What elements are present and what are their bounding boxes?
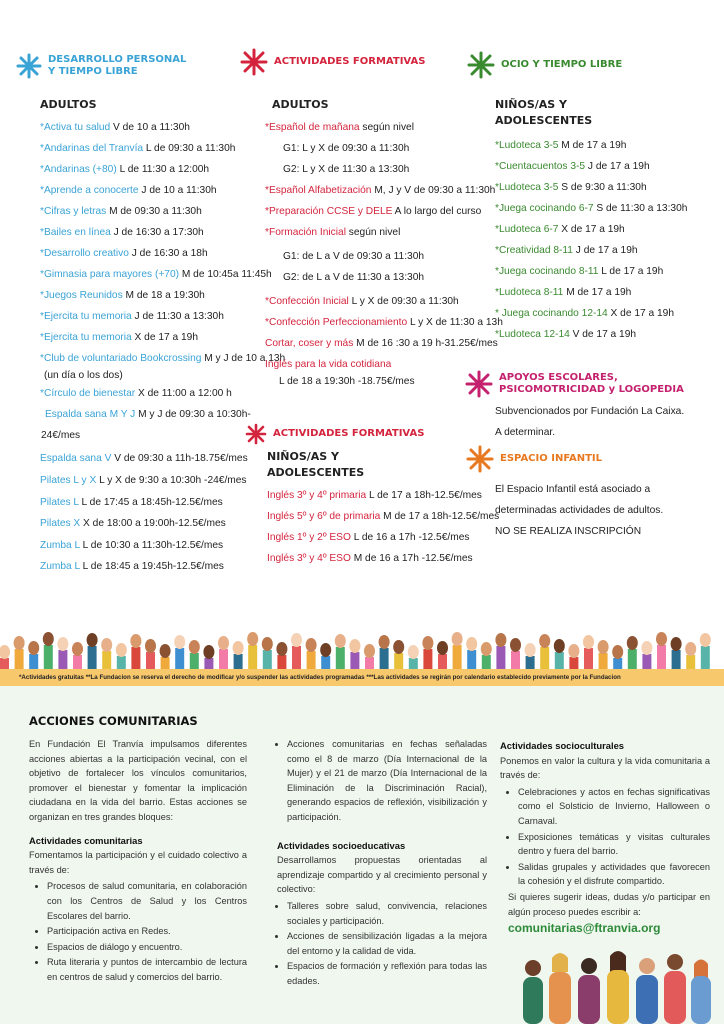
header-line-1: APOYOS ESCOLARES, — [499, 372, 618, 383]
header-text: ACTIVIDADES FORMATIVAS — [273, 428, 425, 439]
infantil-note: NO SE REALIZA INSCRIPCIÓN — [495, 526, 642, 537]
activity-name: *Andarinas (+80) — [40, 164, 117, 175]
activity-detail: J de 17 a 19h — [572, 245, 638, 256]
activity-name: *Ejercita tu memoria — [40, 311, 132, 322]
activity-detail: L de 17 a 19h — [598, 266, 664, 277]
activity-detail: V de 17 a 19h — [569, 329, 637, 340]
audience-label: ADULTOS — [272, 98, 329, 111]
activity-name: Pilates X — [40, 518, 81, 529]
header-line-1: DESARROLLO PERSONAL — [48, 54, 187, 65]
hand-icon — [14, 636, 25, 670]
hand-icon — [700, 633, 711, 670]
activity-row — [265, 180, 496, 201]
activity-name: *Creatividad 8-11 — [495, 245, 573, 256]
list-item: • Participación activa en Redes. — [47, 924, 247, 939]
activity-detail: M de 17 a 18h-12.5€/mes — [380, 511, 500, 522]
activity-detail: L de 18:45 a 19:45h-12.5€/mes — [79, 561, 224, 572]
activity-detail: J de 16:30 a 17:30h — [110, 227, 204, 238]
hand-icon — [218, 636, 229, 670]
activity-row — [40, 201, 250, 222]
section-header-formativas — [240, 48, 425, 76]
activity-name: *Ludoteca 3-5 — [495, 140, 559, 151]
hand-icon — [627, 636, 638, 670]
activity-row — [40, 159, 250, 180]
activity-price: 24€/mes — [41, 430, 81, 441]
activity-name: *Andarinas del Tranvía — [40, 143, 144, 154]
activity-row — [495, 198, 710, 219]
activity-row — [40, 138, 250, 159]
activity-row — [495, 177, 710, 198]
activity-row — [40, 535, 250, 557]
contact-email[interactable] — [500, 921, 710, 937]
hand-icon — [685, 642, 696, 670]
activity-detail: L de 11:30 a 12:00h — [116, 164, 210, 175]
hand-icon — [28, 641, 39, 670]
magenta-star-icon — [465, 370, 493, 398]
hand-icon — [525, 643, 536, 670]
people-group-illustration — [515, 950, 715, 1024]
activity-row — [267, 485, 487, 506]
activity-detail: M de 17 a 19h — [558, 140, 627, 151]
hand-icon — [495, 633, 506, 670]
red-star-icon — [240, 48, 268, 76]
activity-detail: M, J y V de 09:30 a 11:30h — [371, 185, 496, 196]
activity-row — [265, 333, 498, 354]
activity-name: *Aprende a conocerte — [40, 185, 139, 196]
comunitarias-list — [29, 879, 247, 984]
acciones-intro: En Fundación El Tranvía impulsamos diferentes acciones abiertas a la participación vecinal, con el objetivo de fortalecer los vínculos comunitarios, promover el bienestar y fomentar la implicación ciudadana en la vida del barrio. Estas acciones se organizan en tres grandes bloques: — [29, 739, 247, 822]
activity-name: * Juega cocinando 12-14 — [495, 308, 608, 319]
activity-name: *Cifras y letras — [40, 206, 107, 217]
activity-row — [495, 282, 710, 303]
raised-hands-illustration — [0, 622, 724, 670]
activity-name: Pilates L y X — [40, 475, 97, 486]
hand-icon — [160, 644, 171, 670]
activity-detail: según nivel — [359, 122, 414, 133]
blue-star-icon — [16, 53, 42, 79]
header-line-2: Y TIEMPO LIBRE — [48, 66, 138, 77]
activity-name: *Cuentacuentos 3-5 — [495, 161, 586, 172]
activity-name: *Español de mañana — [265, 122, 360, 133]
hand-icon — [262, 637, 273, 670]
activity-detail: X de 17 a 19h — [558, 224, 625, 235]
activity-detail: M y J de 09:30 a 10:30h- — [135, 409, 251, 420]
activity-name: *Confección Perfeccionamiento — [265, 317, 408, 328]
activity-name: *Ludoteca 3-5 — [495, 182, 559, 193]
activity-row — [495, 135, 710, 156]
activity-row — [267, 548, 487, 569]
list-item: • Salidas grupales y actividades que favorecen la cohesión y el disfrute compartido. — [518, 860, 710, 889]
hand-icon — [422, 636, 433, 670]
hand-icon — [335, 634, 346, 670]
section-header-desarrollo — [16, 53, 186, 79]
activity-row — [40, 327, 250, 348]
activity-name: Inglés 3º y 4º primaria — [267, 490, 367, 501]
audience-label-line-2: ADOLESCENTES — [267, 466, 365, 479]
section-header-apoyos — [465, 370, 684, 398]
ocio-column — [495, 97, 710, 345]
hand-icon — [306, 638, 317, 670]
acciones-column-2 — [269, 737, 487, 990]
list-item: • Celebraciones y actos en fechas significativas como el Solsticio de Invierno, Halloween o Carnaval. — [518, 785, 710, 829]
activity-detail: M de 10:45a 11:45h — [179, 269, 272, 280]
activity-row — [495, 303, 710, 324]
acciones-column-1 — [29, 737, 247, 986]
activity-detail: L y X de 11:30 a 13h — [407, 317, 503, 328]
activity-detail: L y X de 9:30 a 10:30h -24€/mes — [96, 475, 247, 486]
activity-name: *Gimnasia para mayores (+70) — [40, 269, 180, 280]
comunitarias-text: Fomentamos la participación y el cuidado colectivo a través de: — [29, 850, 247, 875]
hand-icon — [116, 643, 127, 670]
activity-name: *Club de voluntariado Bookcrossing — [40, 353, 202, 364]
activity-detail: J de 11:30 a 13:30h — [131, 311, 224, 322]
red-star-icon — [245, 423, 267, 445]
hand-icon — [101, 638, 112, 670]
hand-icon — [554, 639, 565, 670]
list-item: • Acciones de sensibilización ligadas a la mejora del entorno y la calidad de vida. — [287, 929, 487, 958]
activity-name: Inglés para la vida cotidiana — [265, 359, 392, 370]
activity-row — [40, 348, 286, 369]
list-item: • Ruta literaria y puntos de intercambio de lectura en centros de salud y comercios del barrio. — [47, 955, 247, 984]
audience-label: ADULTOS — [40, 98, 97, 111]
activity-detail: L de 10:30 a 11:30h-12.5€/mes — [79, 539, 224, 551]
hand-icon — [568, 644, 579, 670]
activity-detail-row: L de 18 a 19:30h -18.75€/mes — [279, 376, 415, 387]
socioculturales-list — [500, 785, 710, 889]
hand-icon — [0, 645, 10, 670]
header-line-2: PSICOMOTRICIDAD y LOGOPEDIA — [499, 384, 684, 395]
activity-name: *Preparación CCSE y DELE — [265, 206, 393, 217]
activity-name: *Círculo de bienestar — [40, 388, 136, 399]
activity-row — [40, 243, 250, 264]
list-item: • Espacios de diálogo y encuentro. — [47, 940, 247, 955]
group-row: G2: de L a V de 11:30 a 13:30h — [283, 272, 425, 283]
list-item: • Talleres sobre salud, convivencia, relaciones sociales y participación. — [287, 899, 487, 928]
hand-icon — [320, 643, 331, 670]
infantil-text: El Espacio Infantil está asociado a determinadas actividades de adultos. — [495, 484, 664, 516]
section-header-infantil — [466, 445, 602, 473]
activity-row — [265, 354, 485, 375]
activity-row — [40, 264, 272, 285]
audience-label-line-1: NIÑOS/AS Y — [267, 450, 340, 463]
hand-icon — [364, 644, 375, 670]
socioeducativas-title: Actividades socioeducativas — [277, 839, 406, 851]
socioeducativas-list — [269, 899, 487, 989]
activity-row — [40, 306, 250, 327]
activity-row — [40, 556, 250, 578]
list-item: • Espacios de formación y reflexión para todas las edades. — [287, 959, 487, 988]
activity-name: *Activa tu salud — [40, 122, 111, 133]
activity-detail: L de 16 a 17h -12.5€/mes — [350, 532, 470, 543]
infantil-text-block — [495, 479, 695, 542]
hand-icon — [130, 634, 141, 670]
activity-name: Pilates L — [40, 496, 79, 508]
activity-name: Inglés 3º y 4º ESO — [267, 553, 351, 564]
hand-icon — [349, 639, 360, 670]
email-link[interactable]: comunitarias@ftranvia.org — [508, 921, 661, 936]
header-text: ESPACIO INFANTIL — [500, 453, 603, 464]
activity-name: Cortar, coser y más — [265, 338, 354, 349]
hand-icon — [291, 633, 302, 670]
hand-icon — [203, 645, 214, 670]
apoyos-text: Subvencionados por Fundación La Caixa. A determinar. — [495, 406, 685, 438]
hand-icon — [481, 642, 492, 670]
list-item: • Exposiciones temáticas y visitas culturales dentro y fuera del barrio. — [518, 830, 710, 859]
activity-detail: J de 16:30 a 18h — [128, 248, 208, 259]
notice-bar: *Actividades gratuitas **La Fundacion se reserva el derecho de modificar y/o suspender las actividades programadas ***Las actividades se regirán por calendario establecido previamente por la Fundacion — [0, 669, 724, 686]
list-item: • Procesos de salud comunitaria, en colaboración con los Centros de Salud y los Centros Escolares del barrio. — [47, 879, 247, 923]
activity-row — [40, 117, 250, 138]
activity-name: *Desarrollo creativo — [40, 248, 129, 259]
activity-detail: X de 17 a 19h — [607, 308, 674, 319]
header-text: OCIO Y TIEMPO LIBRE — [501, 59, 623, 70]
activity-name: Espalda sana V — [40, 453, 112, 464]
activity-row — [40, 285, 250, 306]
hand-icon — [145, 639, 156, 670]
activity-name: Zumba L — [40, 539, 80, 551]
comunitarias-title: Actividades comunitarias — [29, 834, 143, 846]
hand-icon — [233, 641, 244, 670]
activity-detail: L y X de 09:30 a 11:30h — [348, 296, 459, 307]
section-header-formativas-kids — [245, 423, 424, 445]
activity-name: *Bailes en línea — [40, 227, 111, 238]
activity-row — [267, 506, 500, 527]
activity-row — [495, 240, 710, 261]
activity-row — [495, 219, 710, 240]
hand-icon — [671, 637, 682, 670]
activity-row — [495, 324, 710, 345]
hand-icon — [189, 640, 200, 670]
activity-row — [45, 404, 250, 425]
activity-name: *Formación Inicial — [265, 227, 346, 238]
hand-icon — [437, 641, 448, 670]
activity-detail: V de 10 a 11:30h — [110, 122, 190, 133]
activity-row — [40, 180, 250, 201]
hand-icon — [612, 645, 623, 670]
activity-detail: L de 09:30 a 11:30h — [143, 143, 236, 154]
hand-icon — [393, 640, 404, 670]
activity-detail: L de 17 a 18h-12.5€/mes — [366, 490, 482, 501]
hand-icon — [452, 632, 463, 670]
activity-detail: X de 11:00 a 12:00 h — [135, 388, 232, 399]
socioculturales-text: Ponemos en valor la cultura y la vida comunitaria a través de: — [500, 755, 710, 781]
activity-name: *Juega cocinando 6-7 — [495, 203, 594, 214]
activity-name: *Juega cocinando 8-11 — [495, 266, 599, 277]
hand-icon — [174, 635, 185, 670]
activity-detail: M de 16 a 17h -12.5€/mes — [350, 553, 473, 564]
activity-row — [265, 312, 503, 333]
hand-icon — [656, 632, 667, 670]
formativas-kids-column — [267, 449, 500, 569]
activity-detail: M de 17 a 19h — [563, 287, 632, 298]
orange-star-icon — [466, 445, 494, 473]
activity-row — [265, 201, 485, 222]
activity-name: *Ludoteca 12-14 — [495, 329, 570, 340]
activity-detail: M de 18 a 19:30h — [122, 290, 205, 301]
desarrollo-column — [40, 97, 286, 578]
activity-name: *Confección Inicial — [265, 296, 349, 307]
activity-detail: A lo largo del curso — [392, 206, 482, 217]
socioculturales-title: Actividades socioculturales — [500, 740, 625, 751]
activity-row — [495, 261, 710, 282]
group-row: G1: de L a V de 09:30 a 11:30h — [283, 251, 425, 262]
activity-name: *Español Alfabetización — [265, 185, 372, 196]
activity-detail: L de 17:45 a 18:45h-12.5€/mes — [78, 496, 223, 508]
activity-detail: S de 11:30 a 13:30h — [593, 203, 688, 214]
activity-row — [40, 448, 250, 469]
hand-icon — [379, 635, 390, 670]
hand-icon — [641, 641, 652, 670]
group-row: G2: L y X de 11:30 a 13:30h — [283, 164, 410, 175]
activity-row — [495, 156, 710, 177]
activity-detail: según nivel — [345, 227, 401, 238]
hand-icon — [43, 632, 54, 670]
hand-icon — [87, 633, 98, 670]
activity-name: Inglés 1º y 2º ESO — [267, 532, 351, 543]
contact-text: Si quieres sugerir ideas, dudas y/o participar en algún proceso puedes escribir a: — [508, 891, 710, 917]
activity-name: Espalda sana M Y J — [45, 409, 136, 420]
hand-icon — [247, 632, 258, 670]
activity-row — [265, 117, 485, 138]
header-text: ACTIVIDADES FORMATIVAS — [274, 56, 426, 67]
activity-detail: J de 10 a 11:30h — [138, 185, 217, 196]
activity-detail: M y J de 10 a 13h — [201, 353, 286, 364]
hand-icon — [72, 642, 83, 670]
activity-detail: V de 09:30 a 11h-18.75€/mes — [111, 453, 248, 464]
activity-note: (un día o los dos) — [44, 370, 123, 381]
activity-name: *Ludoteca 8-11 — [495, 287, 564, 298]
activity-detail: M de 16 :30 a 19 h-31.25€/mes — [353, 338, 498, 349]
activity-detail: M de 09:30 a 11:30h — [106, 206, 202, 217]
hand-icon — [57, 637, 68, 670]
activity-row — [40, 513, 250, 535]
activity-name: *Ejercita tu memoria — [40, 332, 132, 343]
activity-row — [40, 383, 250, 404]
green-star-icon — [467, 51, 495, 79]
activity-detail: J de 17 a 19h — [585, 161, 650, 172]
acciones-column-3 — [500, 739, 710, 937]
hand-icon — [539, 634, 550, 670]
socioeducativas-text: Desarrollamos propuestas orientadas al aprendizaje compartido y al crecimiento personal y colectivo: — [277, 855, 487, 895]
acciones-title: ACCIONES COMUNITARIAS — [29, 714, 198, 728]
fechas-list — [269, 737, 487, 825]
group-row: G1: L y X de 09:30 a 11:30h — [283, 143, 410, 154]
hand-icon — [583, 635, 594, 670]
activity-row — [40, 222, 250, 243]
audience-label-line-1: NIÑOS/AS Y — [495, 98, 568, 111]
activity-row — [265, 291, 485, 312]
activity-row — [265, 222, 485, 243]
hand-icon — [276, 642, 287, 670]
activity-row — [40, 470, 250, 492]
activity-name: *Juegos Reunidos — [40, 290, 123, 301]
hand-icon — [510, 638, 521, 670]
activity-name: *Ludoteca 6-7 — [495, 224, 559, 235]
activity-detail: X de 17 a 19h — [131, 332, 198, 343]
hand-icon — [408, 645, 419, 670]
section-header-ocio — [467, 51, 622, 79]
activity-row — [40, 492, 250, 514]
hand-icon — [598, 640, 609, 670]
hand-icon — [466, 637, 477, 670]
list-item: • Acciones comunitarias en fechas señaladas como el 8 de marzo (Día Internacional de la Mujer) y el 21 de marzo (Día Internacional de la Eliminación de la Discriminación Racial), generando espacios de reflexión, visibilización y participación. — [287, 737, 487, 825]
activity-row — [267, 527, 487, 548]
activity-detail: X de 18:00 a 19:00h-12.5€/mes — [80, 518, 226, 529]
formativas-column — [265, 97, 503, 389]
activity-detail: S de 9:30 a 11:30h — [558, 182, 647, 193]
audience-label-line-2: ADOLESCENTES — [495, 114, 593, 127]
activity-name: Zumba L — [40, 561, 80, 572]
activity-name: Inglés 5º y 6º de primaria — [267, 511, 381, 522]
